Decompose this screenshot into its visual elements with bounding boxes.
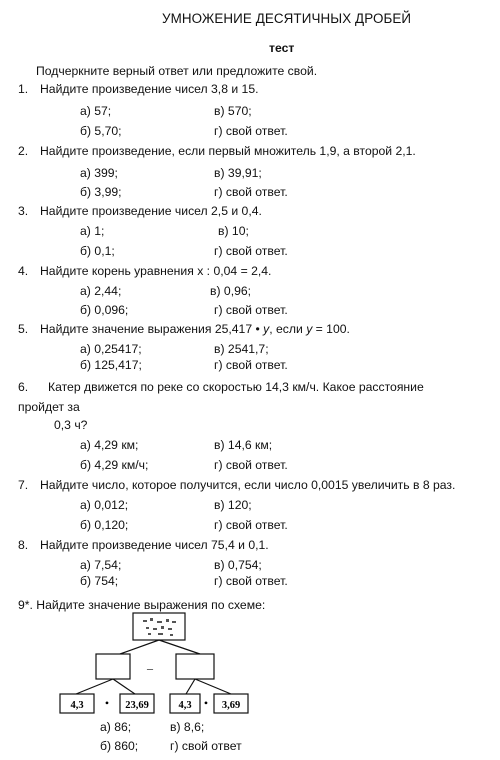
question-number: 8. [18, 538, 29, 552]
option-a[interactable]: а) 57; [80, 104, 112, 118]
question-number: 3. [18, 204, 29, 218]
option-g[interactable]: г) свой ответ [170, 739, 242, 753]
scheme-multiply-sign: • [104, 696, 110, 710]
scheme-result-box [133, 613, 185, 640]
scheme-number: 23,69 [125, 700, 149, 711]
option-g[interactable]: г) свой ответ. [214, 244, 288, 258]
option-v[interactable]: в) 2541,7; [214, 342, 269, 356]
option-b[interactable]: б) 0,1; [80, 244, 115, 258]
question-text-end: = 100. [312, 322, 350, 336]
question-number: 1. [18, 82, 29, 96]
option-v[interactable]: в) 10; [218, 224, 249, 238]
question-text: Катер движется по реке со скоростью 14,3 км/ч. Какое расстояние [48, 380, 424, 394]
option-b[interactable]: б) 5,70; [80, 124, 122, 138]
option-v[interactable]: в) 0,754; [214, 558, 262, 572]
question-text: Найдите произведение, если первый множитель 1,9, а второй 2,1. [40, 144, 416, 158]
scheme-number: 4,3 [178, 700, 192, 711]
question-9: 9*. Найдите значение выражения по схеме: [18, 598, 266, 612]
question-text-line3: 0,3 ч? [54, 418, 88, 432]
option-b[interactable]: б) 0,096; [80, 303, 129, 317]
scheme-left-box[interactable] [96, 654, 130, 679]
option-b[interactable]: б) 3,99; [80, 185, 122, 199]
instruction-text: Подчеркните верный ответ или предложите свой. [36, 64, 318, 78]
option-b[interactable]: б) 4,29 км/ч; [80, 458, 149, 472]
option-b[interactable]: б) 0,120; [80, 518, 129, 532]
option-a[interactable]: а) 7,54; [80, 558, 122, 572]
question-text-line2: пройдет за [18, 400, 80, 414]
page-title: УМНОЖЕНИЕ ДЕСЯТИЧНЫХ ДРОБЕЙ [162, 11, 412, 26]
option-b[interactable]: б) 125,417; [80, 358, 142, 372]
option-v[interactable]: в) 14,6 км; [214, 438, 273, 452]
question-number: 7. [18, 478, 29, 492]
option-v[interactable]: в) 570; [214, 104, 252, 118]
option-b[interactable]: б) 860; [100, 739, 139, 753]
question-text: Найдите произведение чисел 3,8 и 15. [40, 82, 259, 96]
option-g[interactable]: г) свой ответ. [214, 124, 288, 138]
question-text: Найдите корень уравнения х : 0,04 = 2,4. [40, 264, 272, 278]
option-a[interactable]: а) 4,29 км; [80, 438, 139, 452]
option-a[interactable]: а) 399; [80, 166, 118, 180]
option-v[interactable]: в) 120; [214, 498, 252, 512]
option-a[interactable]: а) 1; [80, 224, 105, 238]
option-g[interactable]: г) свой ответ. [214, 574, 288, 588]
option-v[interactable]: в) 39,91; [214, 166, 262, 180]
scheme-multiply-sign: • [203, 696, 209, 710]
question-number: 4. [18, 264, 29, 278]
option-g[interactable]: г) свой ответ. [214, 185, 288, 199]
question-text: Найдите произведение чисел 75,4 и 0,1. [40, 538, 269, 552]
variable-y: у [263, 322, 270, 336]
option-v[interactable]: в) 0,96; [210, 284, 252, 298]
question-text: Найдите число, которое получится, если число 0,0015 увеличить в 8 раз. [40, 478, 456, 492]
question-number: 5. [18, 322, 29, 336]
option-a[interactable]: а) 2,44; [80, 284, 122, 298]
question-number: 2. [18, 144, 29, 158]
option-g[interactable]: г) свой ответ. [214, 518, 288, 532]
variable-y: у [306, 322, 313, 336]
option-a[interactable]: а) 86; [100, 720, 132, 734]
question-number: 6. [18, 380, 29, 394]
question-text: Найдите произведение чисел 2,5 и 0,4. [40, 204, 262, 218]
test-subtitle: тест [269, 41, 295, 55]
option-g[interactable]: г) свой ответ. [214, 358, 288, 372]
option-g[interactable]: г) свой ответ. [214, 458, 288, 472]
question-text-middle: , если [269, 322, 307, 336]
option-v[interactable]: в) 8,6; [170, 720, 205, 734]
scheme-minus-sign: – [147, 661, 153, 675]
question-text-start: Найдите значение выражения 25,417 • [40, 322, 264, 336]
scheme-number: 4,3 [70, 700, 84, 711]
option-b[interactable]: б) 754; [80, 574, 119, 588]
scheme-right-box[interactable] [176, 654, 214, 679]
scheme-number: 3,69 [221, 700, 241, 711]
option-a[interactable]: а) 0,012; [80, 498, 129, 512]
option-a[interactable]: а) 0,25417; [80, 342, 142, 356]
option-g[interactable]: г) свой ответ. [214, 303, 288, 317]
